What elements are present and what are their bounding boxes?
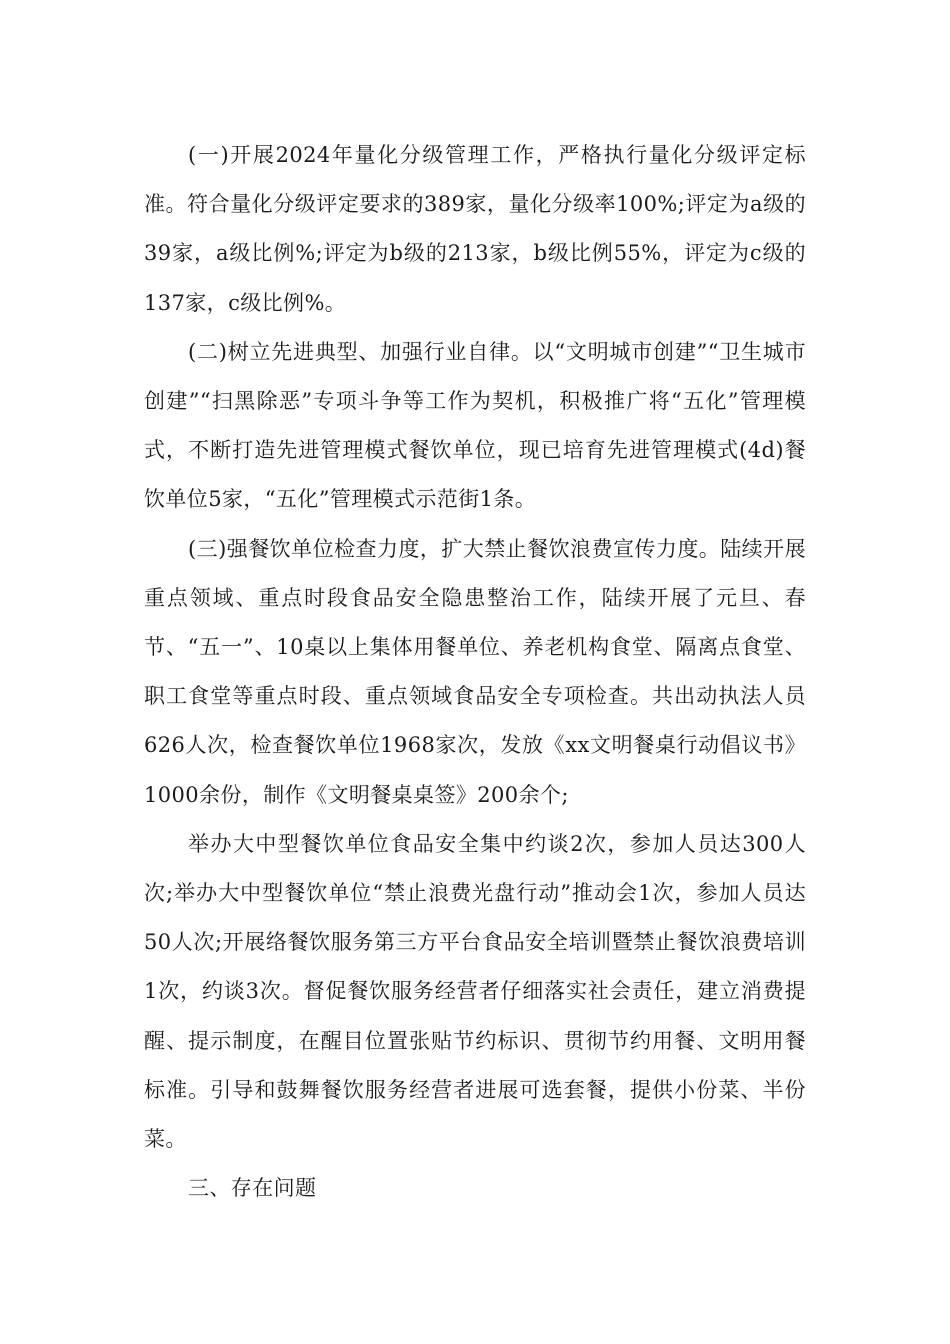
paragraph-advanced-models: (二)树立先进典型、加强行业自律。以“文明城市创建”“卫生城市创建”“扫黑除恶”专项斗争等工作为契机，积极推广将“五化”管理模式，不断打造先进管理模式餐饮单位，现已培育先进管理模式(4d)餐饮单位5家，“五化”管理模式示范街1条。 [144, 339, 806, 512]
paragraph-quantified-grading: (一)开展2024年量化分级管理工作，严格执行量化分级评定标准。符合量化分级评定要求的389家，量化分级率100%;评定为a级的39家，a级比例%;评定为b级的213家，b级比例55%，评定为c级的137家，c级比例%。 [144, 143, 806, 315]
section-heading-problems: 三、存在问题 [188, 1176, 317, 1201]
paragraph-interviews: 举办大中型餐饮单位食品安全集中约谈2次，参加人员达300人次;举办大中型餐饮单位“禁止浪费光盘行动”推动会1次，参加人员达50人次;开展络餐饮服务第三方平台食品安全培训暨禁止餐饮浪费培训1次，约谈3次。督促餐饮服务经营者仔细落实社会责任，建立消费提醒、提示制度，在醒目位置张贴节约标识、贯彻节约用餐、文明用餐标准。引导和鼓舞餐饮服务经营者进展可选套餐，提供小份菜、半份菜。 [144, 831, 806, 1152]
document-body [144, 131, 806, 1213]
paragraph-inspection: (三)强餐饮单位检查力度，扩大禁止餐饮浪费宣传力度。陆续开展重点领域、重点时段食品安全隐患整治工作，陆续开展了元旦、春节、“五一”、10桌以上集体用餐单位、养老机构食堂、隔离点食堂、职工食堂等重点时段、重点领域食品安全专项检查。共出动执法人员626人次，检查餐饮单位1968家次，发放《xx文明餐桌行动倡议书》1000余份，制作《文明餐桌桌签》200余个; [144, 536, 806, 807]
